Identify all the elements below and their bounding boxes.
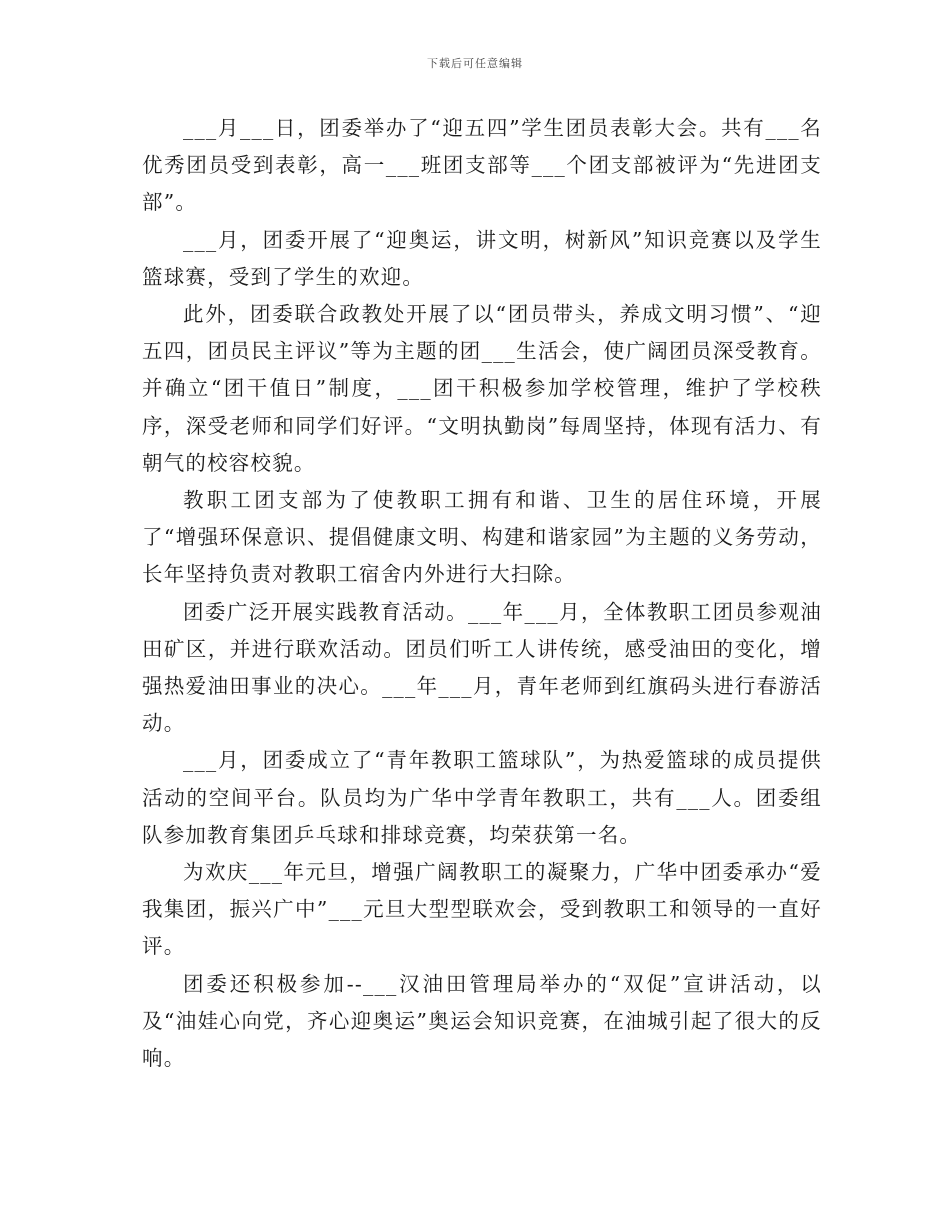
paragraph: 为欢庆___年元旦，增强广阔教职工的凝聚力，广华中团委承办“爱我集团，振兴广中”___元旦大型型联欢会，受到教职工和领导的一直好评。 <box>142 860 822 959</box>
paragraph: 团委广泛开展实践教育活动。___年___月，全体教职工团员参观油田矿区，并进行联欢活动。团员们听工人讲传统，感受油田的变化，增强热爱油田事业的决心。___年___月，青年老师到红旗码头进行春游活动。 <box>142 599 822 736</box>
page-header: 下载后可任意编辑 <box>427 57 523 70</box>
document-body <box>142 110 822 1077</box>
paragraph: 此外，团委联合政教处开展了以“团员带头，养成文明习惯”、“迎五四，团员民主评议”等为主题的团___生活会，使广阔团员深受教育。并确立“团干值日”制度，___团干积极参加学校管理，维护了学校秩序，深受老师和同学们好评。“文明执勤岗”每周坚持，体现有活力、有朝气的校容校貌。 <box>142 302 822 475</box>
paragraph: ___月，团委成立了“青年教职工篮球队”，为热爱篮球的成员提供活动的空间平台。队员均为广华中学青年教职工，共有___人。团委组队参加教育集团乒乓球和排球竞赛，均荣获第一名。 <box>142 748 822 847</box>
paragraph: ___月，团委开展了“迎奥运，讲文明，树新风”知识竞赛以及学生篮球赛，受到了学生的欢迎。 <box>142 227 822 289</box>
paragraph: 团委还积极参加--___汉油田管理局举办的“双促”宣讲活动，以及“油娃心向党，齐心迎奥运”奥运会知识竞赛，在油城引起了很大的反响。 <box>142 971 822 1071</box>
paragraph: ___月___日，团委举办了“迎五四”学生团员表彰大会。共有___名优秀团员受到表彰，高一___班团支部等___个团支部被评为“先进团支部”。 <box>142 116 822 215</box>
paragraph: 教职工团支部为了使教职工拥有和谐、卫生的居住环境，开展了“增强环保意识、提倡健康文明、构建和谐家园”为主题的义务劳动，长年坚持负责对教职工宿舍内外进行大扫除。 <box>142 488 822 587</box>
